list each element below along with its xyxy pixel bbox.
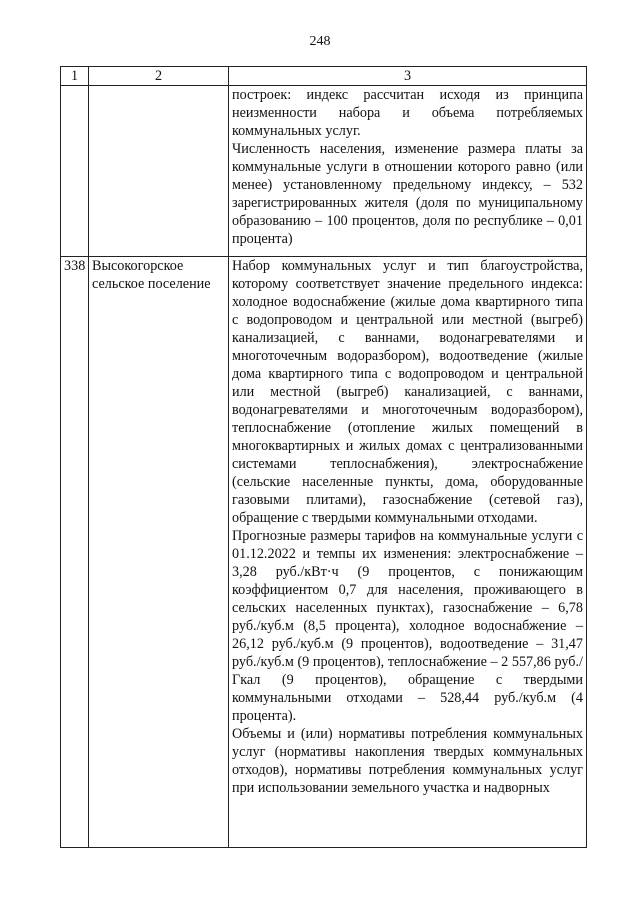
municipality-name-cell: Высокогорское сельское поселение	[89, 257, 229, 848]
description-paragraph: Набор коммунальных услуг и тип благоустройства, которому соответствует значение предельного индекса: холодное водоснабжение (жилые дома квартирного типа с водопроводом и центральной или местной (выгреб) канализацией, с ваннами, водонагревателями и многоточечным водоразбором), водоотведение (жилые дома квартирного типа с водопроводом и центральной или местной (выгреб) канализацией, с ваннами, водонагревателями и многоточечным водоразбором), теплоснабжение (отопление жилых помещений в многоквартирных и жилых домах с централизованными системами теплоснабжения), электроснабжение (сельские населенные пункты, дома, оборудованные газовыми плитами), газоснабжение (сетевой газ), обращение с твердыми коммунальными отходами.	[232, 258, 583, 526]
page-number: 248	[309, 34, 331, 49]
row-number-cell	[61, 86, 89, 257]
description-paragraph: Объемы и (или) нормативы потребления коммунальных услуг (нормативы накопления твердых коммунальных отходов), нормативы потребления коммунальных услуг при использовании земельного участка и надворных	[232, 726, 583, 796]
column-header-2: 2	[89, 67, 229, 86]
tariff-table	[60, 66, 587, 848]
description-cell	[229, 257, 587, 848]
description-paragraph: Прогнозные размеры тарифов на коммунальные услуги с 01.12.2022 и темпы их изменения: электроснабжение – 3,28 руб./кВт·ч (9 процентов, с понижающим коэффициентом 0,7 для населения, проживающего в сельских населенных пунктах), газоснабжение – 6,78 руб./куб.м (8,5 процента), холодное водоснабжение – 26,12 руб./куб.м (9 процентов), водоотведение – 31,47 руб./куб.м (9 процентов), теплоснабжение – 2 557,86 руб./Гкал (9 процентов), обращение с твердыми коммунальными отходами – 528,44 руб./куб.м (4 процента).	[232, 528, 583, 724]
municipality-name-cell	[89, 86, 229, 257]
row-number-cell: 338	[61, 257, 89, 848]
description-paragraph: построек: индекс рассчитан исходя из принципа неизменности набора и объема потребляемых коммунальных услуг.	[232, 87, 583, 139]
table-row-338	[61, 257, 587, 848]
table-header-row	[61, 67, 587, 86]
description-paragraph: Численность населения, изменение размера платы за коммунальные услуги в отношении которого равно (или менее) установленному предельному индексу, – 532 зарегистрированных жителя (доля по муниципальному образованию – 100 процентов, доля по республике – 0,01 процента)	[232, 141, 583, 247]
table-row-continuation	[61, 86, 587, 257]
column-header-3: 3	[229, 67, 587, 86]
description-cell	[229, 86, 587, 257]
column-header-1: 1	[61, 67, 89, 86]
